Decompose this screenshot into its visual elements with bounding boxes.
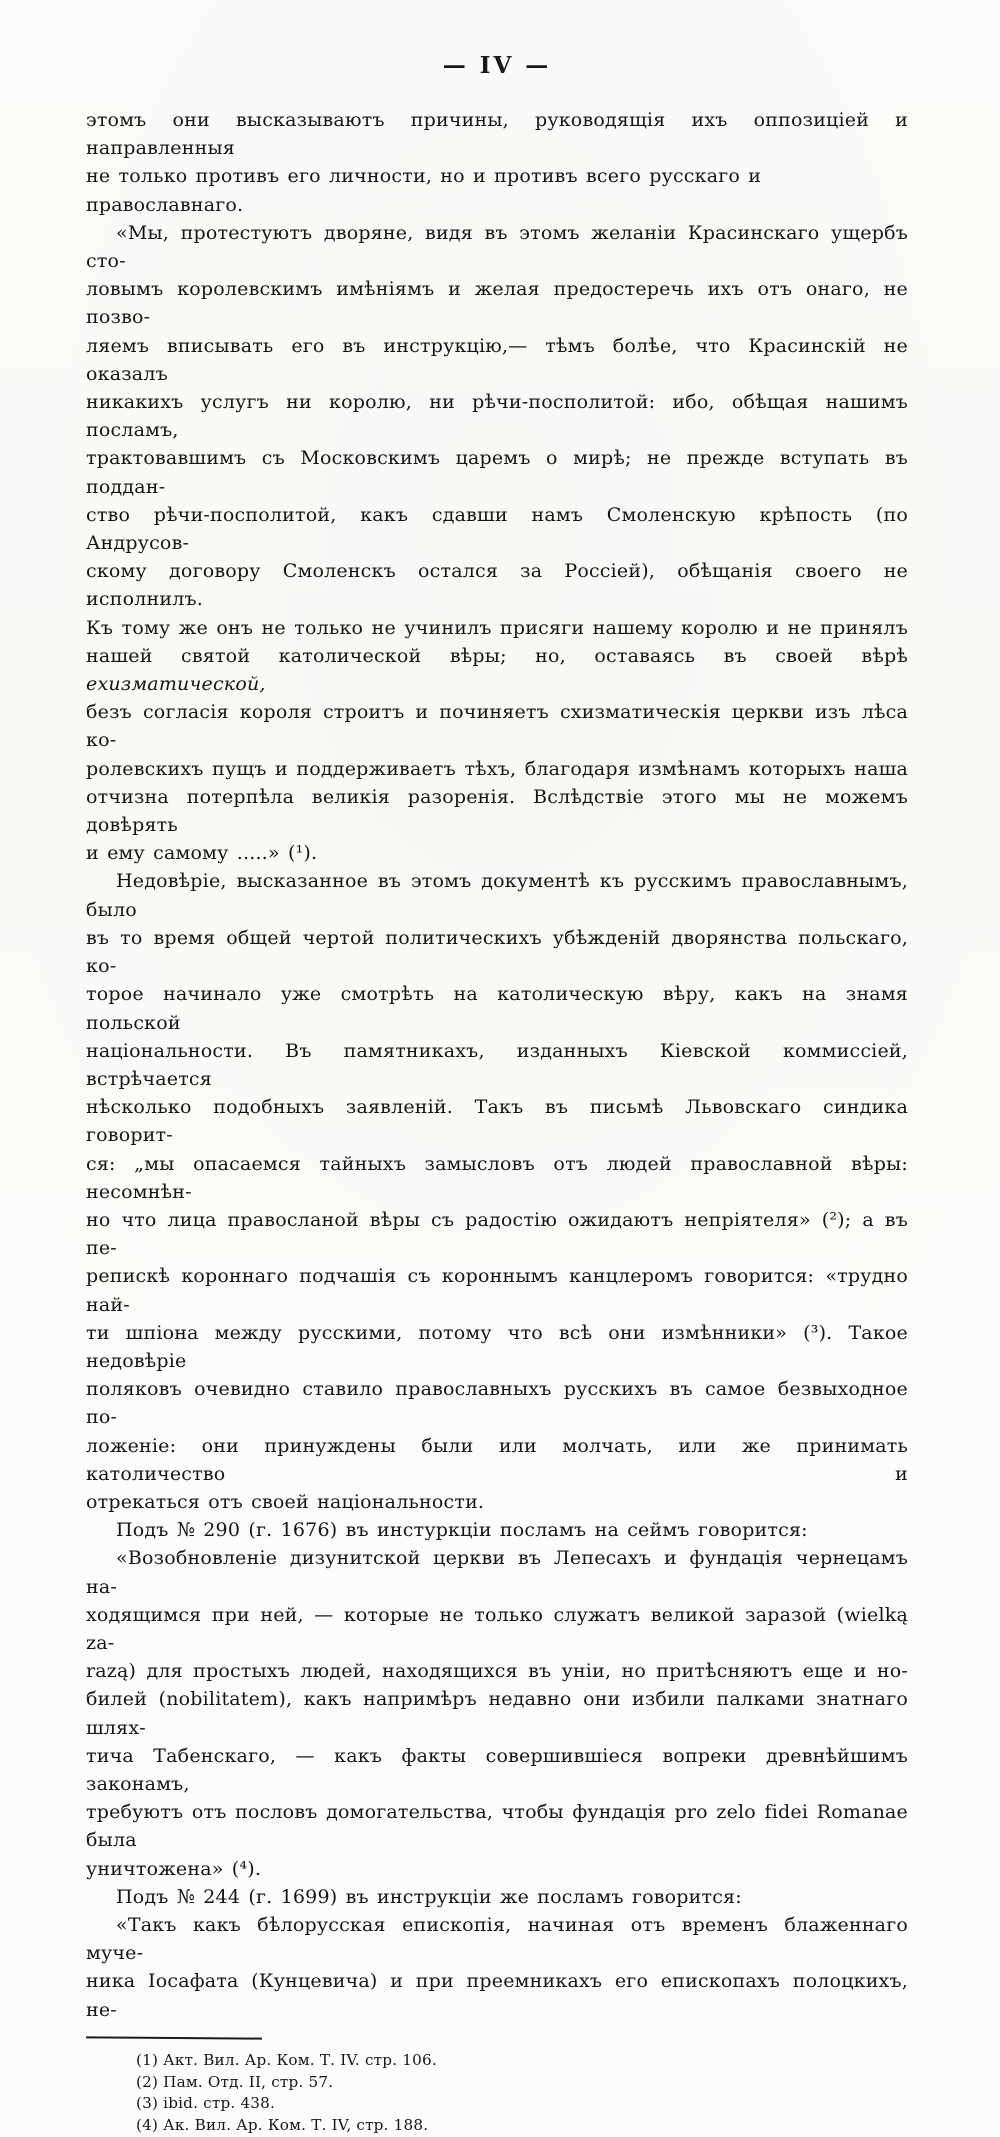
text-line [86,219,908,275]
text-segment: нашей святой католической вѣры; но, оставаясь въ своей вѣрѣ [86,644,908,667]
paragraph [86,1516,908,1544]
text-segment: Подъ № 244 (г. 1699) въ инструкціи же посламъ говорится: [116,1885,742,1908]
text-segment: торое начинало уже смотрѣть на католическую вѣру, какъ на знамя польской [86,983,908,1034]
text-line [86,1742,908,1798]
paragraph [86,1544,908,1882]
text-line [86,106,908,162]
text-line [86,1488,908,1516]
text-segment: ловымъ королевскимъ имѣніямъ и желая предостеречь ихъ отъ онаго, не позво- [86,278,908,329]
text-line [86,1967,908,2023]
text-segment: Подъ № 290 (г. 1676) въ инстуркціи посламъ на сеймъ говорится: [116,1519,808,1542]
text-segment: ство рѣчи-посполитой, какъ сдавши намъ Смоленскую крѣпость (по Андрусов- [86,503,908,555]
text-line [86,1262,908,1318]
text-segment: билей (nobilitatem), какъ напримѣръ недавно они избили палками знатнаго шлях- [86,1688,908,1739]
text-line [86,275,908,331]
text-segment: ролевскихъ пущъ и поддерживаетъ тѣхъ, благодаря измѣнамъ которыхъ наша [86,757,908,780]
footnote-item: (4) Ак. Вил. Ар. Ком. Т. IV, стр. 188. [136,2116,429,2135]
text-segment: отчизна потерпѣла великія разоренія. Вслѣдствіе этого мы не можемъ довѣрять [86,785,908,837]
text-line [86,1516,908,1544]
text-line [86,1150,908,1206]
text-segment: требуютъ отъ пословъ домогательства, чтобы фундація pro zelo fidei Romanae была [86,1801,908,1852]
text-segment: ти шпіона между русскими, потому что всѣ они измѣнники» (³). Такое недовѣріе [86,1321,908,1372]
paragraph [86,219,908,868]
text-line [86,162,908,218]
text-segment: «Такъ какъ бѣлорусская епископія, начиная отъ временъ блаженнаго муче- [86,1914,908,1965]
text-segment: поляковъ очевидно ставило православныхъ русскихъ въ самое безвыходное по- [86,1378,908,1429]
text-segment: отрекаться отъ своей національности. [86,1490,485,1513]
text-line [86,501,908,557]
text-segment: ся: „мы опасаемся тайныхъ замысловъ отъ людей православной вѣры: несомнѣн- [86,1152,908,1203]
text-line [86,1911,908,1967]
text-line [86,1657,908,1685]
text-line [86,924,908,980]
text-segment: «Мы, протестуютъ дворяне, видя въ этомъ желаніи Красинскаго ущербъ сто- [86,221,908,273]
text-line [86,839,908,867]
footnote-item: (3) ibid. стр. 438. [136,2094,276,2113]
paragraph [86,1883,908,1911]
text-segment: репискѣ короннаго подчашія съ короннымъ канцлеромъ говорится: «трудно най- [86,1265,908,1316]
text-line [86,557,908,613]
text-line [86,1319,908,1375]
text-segment: тича Табенскаго, — какъ факты совершившіеся вопреки древнѣйшимъ законамъ, [86,1744,908,1795]
footnote-item: (2) Пам. Отд. II, стр. 57. [136,2072,334,2091]
text-line [86,444,908,500]
paragraph [86,106,908,219]
text-line [86,1206,908,1262]
footnote-item: (1) Акт. Вил. Ар. Ком. Т. IV. стр. 106. [136,2050,437,2069]
text-line [86,388,908,444]
text-segment: этомъ они высказываютъ причины, руководящія ихъ оппозиціей и направленныя [86,109,908,160]
text-segment: нѣсколько подобныхъ заявленій. Такъ въ письмѣ Львовскаго синдика говорит- [86,1096,908,1147]
text-segment: въ то время общей чертой политическихъ убѣжденій дворянства польскаго, ко- [86,926,908,978]
text-segment: и ему самому .....» (¹). [86,842,318,865]
text-segment: Недовѣріе, высказанное въ этомъ документѣ къ русскимъ православнымъ, было [86,870,908,921]
page-number-heading: — IV — [442,52,552,79]
footnote-separator-rule [86,2036,262,2039]
text-segment: ника Іосафата (Кунцевича) и при преемникахъ его епископахъ полоцкихъ, не- [86,1970,908,2021]
text-segment: не только противъ его личности, но и противъ всего русскаго и православнаго. [86,165,762,216]
text-line [86,755,908,783]
text-line [86,867,908,923]
text-segment: ходящимся при ней, — которые не только служатъ великой заразой (wielką za- [86,1603,908,1654]
text-segment: національности. Въ памятникахъ, изданныхъ Кіевской коммиссіей, встрѣчается [86,1039,908,1090]
body-text [86,106,908,2024]
text-segment: безъ согласія короля строитъ и починяетъ схизматическія церкви изъ лѣса ко- [86,701,908,752]
text-line [86,783,908,839]
text-segment: трактовавшимъ съ Московскимъ царемъ о мирѣ; не прежде вступать въ поддан- [86,447,908,498]
text-segment: но что лица правосланой вѣры съ радостію ожидаютъ непріятеля» (²); а въ пе- [86,1208,908,1260]
text-line [86,698,908,754]
italic-text-segment: ехизматической, [86,673,266,696]
text-line [86,1601,908,1657]
text-line [86,332,908,388]
text-line [86,1855,908,1883]
text-line [86,1093,908,1149]
text-line [86,614,908,642]
text-line [86,980,908,1036]
text-segment: уничтожена» (⁴). [86,1857,262,1880]
text-line [86,1432,908,1488]
text-segment: razą) для простыхъ людей, находящихся въ уніи, но притѣсняютъ еще и но- [86,1660,908,1683]
text-line [86,1798,908,1854]
text-line [86,1037,908,1093]
text-segment: никакихъ услугъ ни королю, ни рѣчи-посполитой: ибо, обѣщая нашимъ посламъ, [86,391,908,442]
text-segment: ляемъ вписывать его въ инструкцію,— тѣмъ болѣе, что Красинскій не оказалъ [86,334,908,385]
paragraph [86,867,908,1516]
footnotes [86,2050,908,2137]
text-line [86,642,908,698]
text-line [86,1883,908,1911]
text-line [86,1375,908,1431]
paragraph [86,1911,908,2024]
text-segment: «Возобновленіе дизунитской церкви въ Лепесахъ и фундація чернецамъ на- [86,1547,908,1598]
text-segment: ложеніе: они принуждены были или молчать, или же принимать католичество и [86,1434,908,1485]
text-segment: скому договору Смоленскъ остался за Россіей), обѣщанія своего не исполнилъ. [86,560,908,611]
text-segment: Къ тому же онъ не только не учинилъ присяги нашему королю и не принялъ [86,616,908,639]
text-line [86,1544,908,1600]
text-line [86,1685,908,1741]
